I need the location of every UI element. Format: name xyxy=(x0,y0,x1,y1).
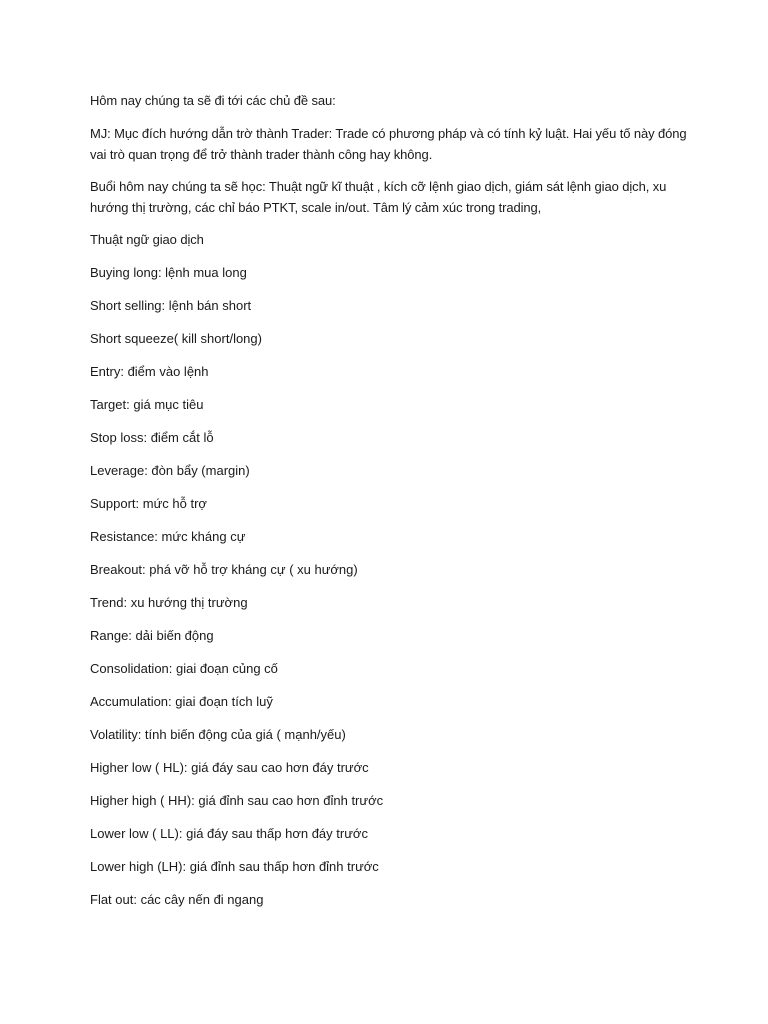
term-item: Leverage: đòn bẩy (margin) xyxy=(90,463,250,478)
term-item: Flat out: các cây nến đi ngang xyxy=(90,892,264,907)
term-item: Entry: điểm vào lệnh xyxy=(90,364,209,379)
term-item: Trend: xu hướng thị trường xyxy=(90,595,248,610)
term-item: Target: giá mục tiêu xyxy=(90,397,204,412)
term-item: Support: mức hỗ trợ xyxy=(90,496,207,511)
term-item: Accumulation: giai đoạn tích luỹ xyxy=(90,694,273,709)
term-item: Volatility: tính biến động của giá ( mạnh/yếu) xyxy=(90,727,346,742)
term-list xyxy=(90,262,690,911)
term-item: Buying long: lệnh mua long xyxy=(90,265,247,280)
term-item: Range: dải biến động xyxy=(90,628,214,643)
term-item: Lower high (LH): giá đỉnh sau thấp hơn đỉnh trước xyxy=(90,859,379,874)
term-item: Resistance: mức kháng cự xyxy=(90,529,246,544)
document-body xyxy=(90,90,690,922)
term-item: Consolidation: giai đoạn củng cố xyxy=(90,661,278,676)
term-item: Breakout: phá vỡ hỗ trợ kháng cự ( xu hướng) xyxy=(90,562,358,577)
intro-paragraph: Hôm nay chúng ta sẽ đi tới các chủ đề sau: xyxy=(90,93,336,108)
term-item: Higher high ( HH): giá đỉnh sau cao hơn đỉnh trước xyxy=(90,793,384,808)
term-item: Higher low ( HL): giá đáy sau cao hơn đáy trước xyxy=(90,760,369,775)
session-paragraph: Buổi hôm nay chúng ta sẽ học: Thuật ngữ kĩ thuật , kích cỡ lệnh giao dịch, giám sát lệnh giao dịch, xu hướng thị trường, các chỉ báo PTKT, scale in/out. Tâm lý cảm xúc trong trading, xyxy=(90,179,667,215)
term-item: Lower low ( LL): giá đáy sau thấp hơn đáy trước xyxy=(90,826,368,841)
term-item: Short selling: lệnh bán short xyxy=(90,298,252,313)
section-title: Thuật ngữ giao dịch xyxy=(90,232,204,247)
mj-paragraph: MJ: Mục đích hướng dẫn trờ thành Trader: Trade có phương pháp và có tính kỷ luật. Hai yếu tố này đóng vai trò quan trọng để trở thành trader thành công hay không. xyxy=(90,126,687,162)
term-item: Stop loss: điểm cắt lỗ xyxy=(90,430,214,445)
term-item: Short squeeze( kill short/long) xyxy=(90,331,262,346)
